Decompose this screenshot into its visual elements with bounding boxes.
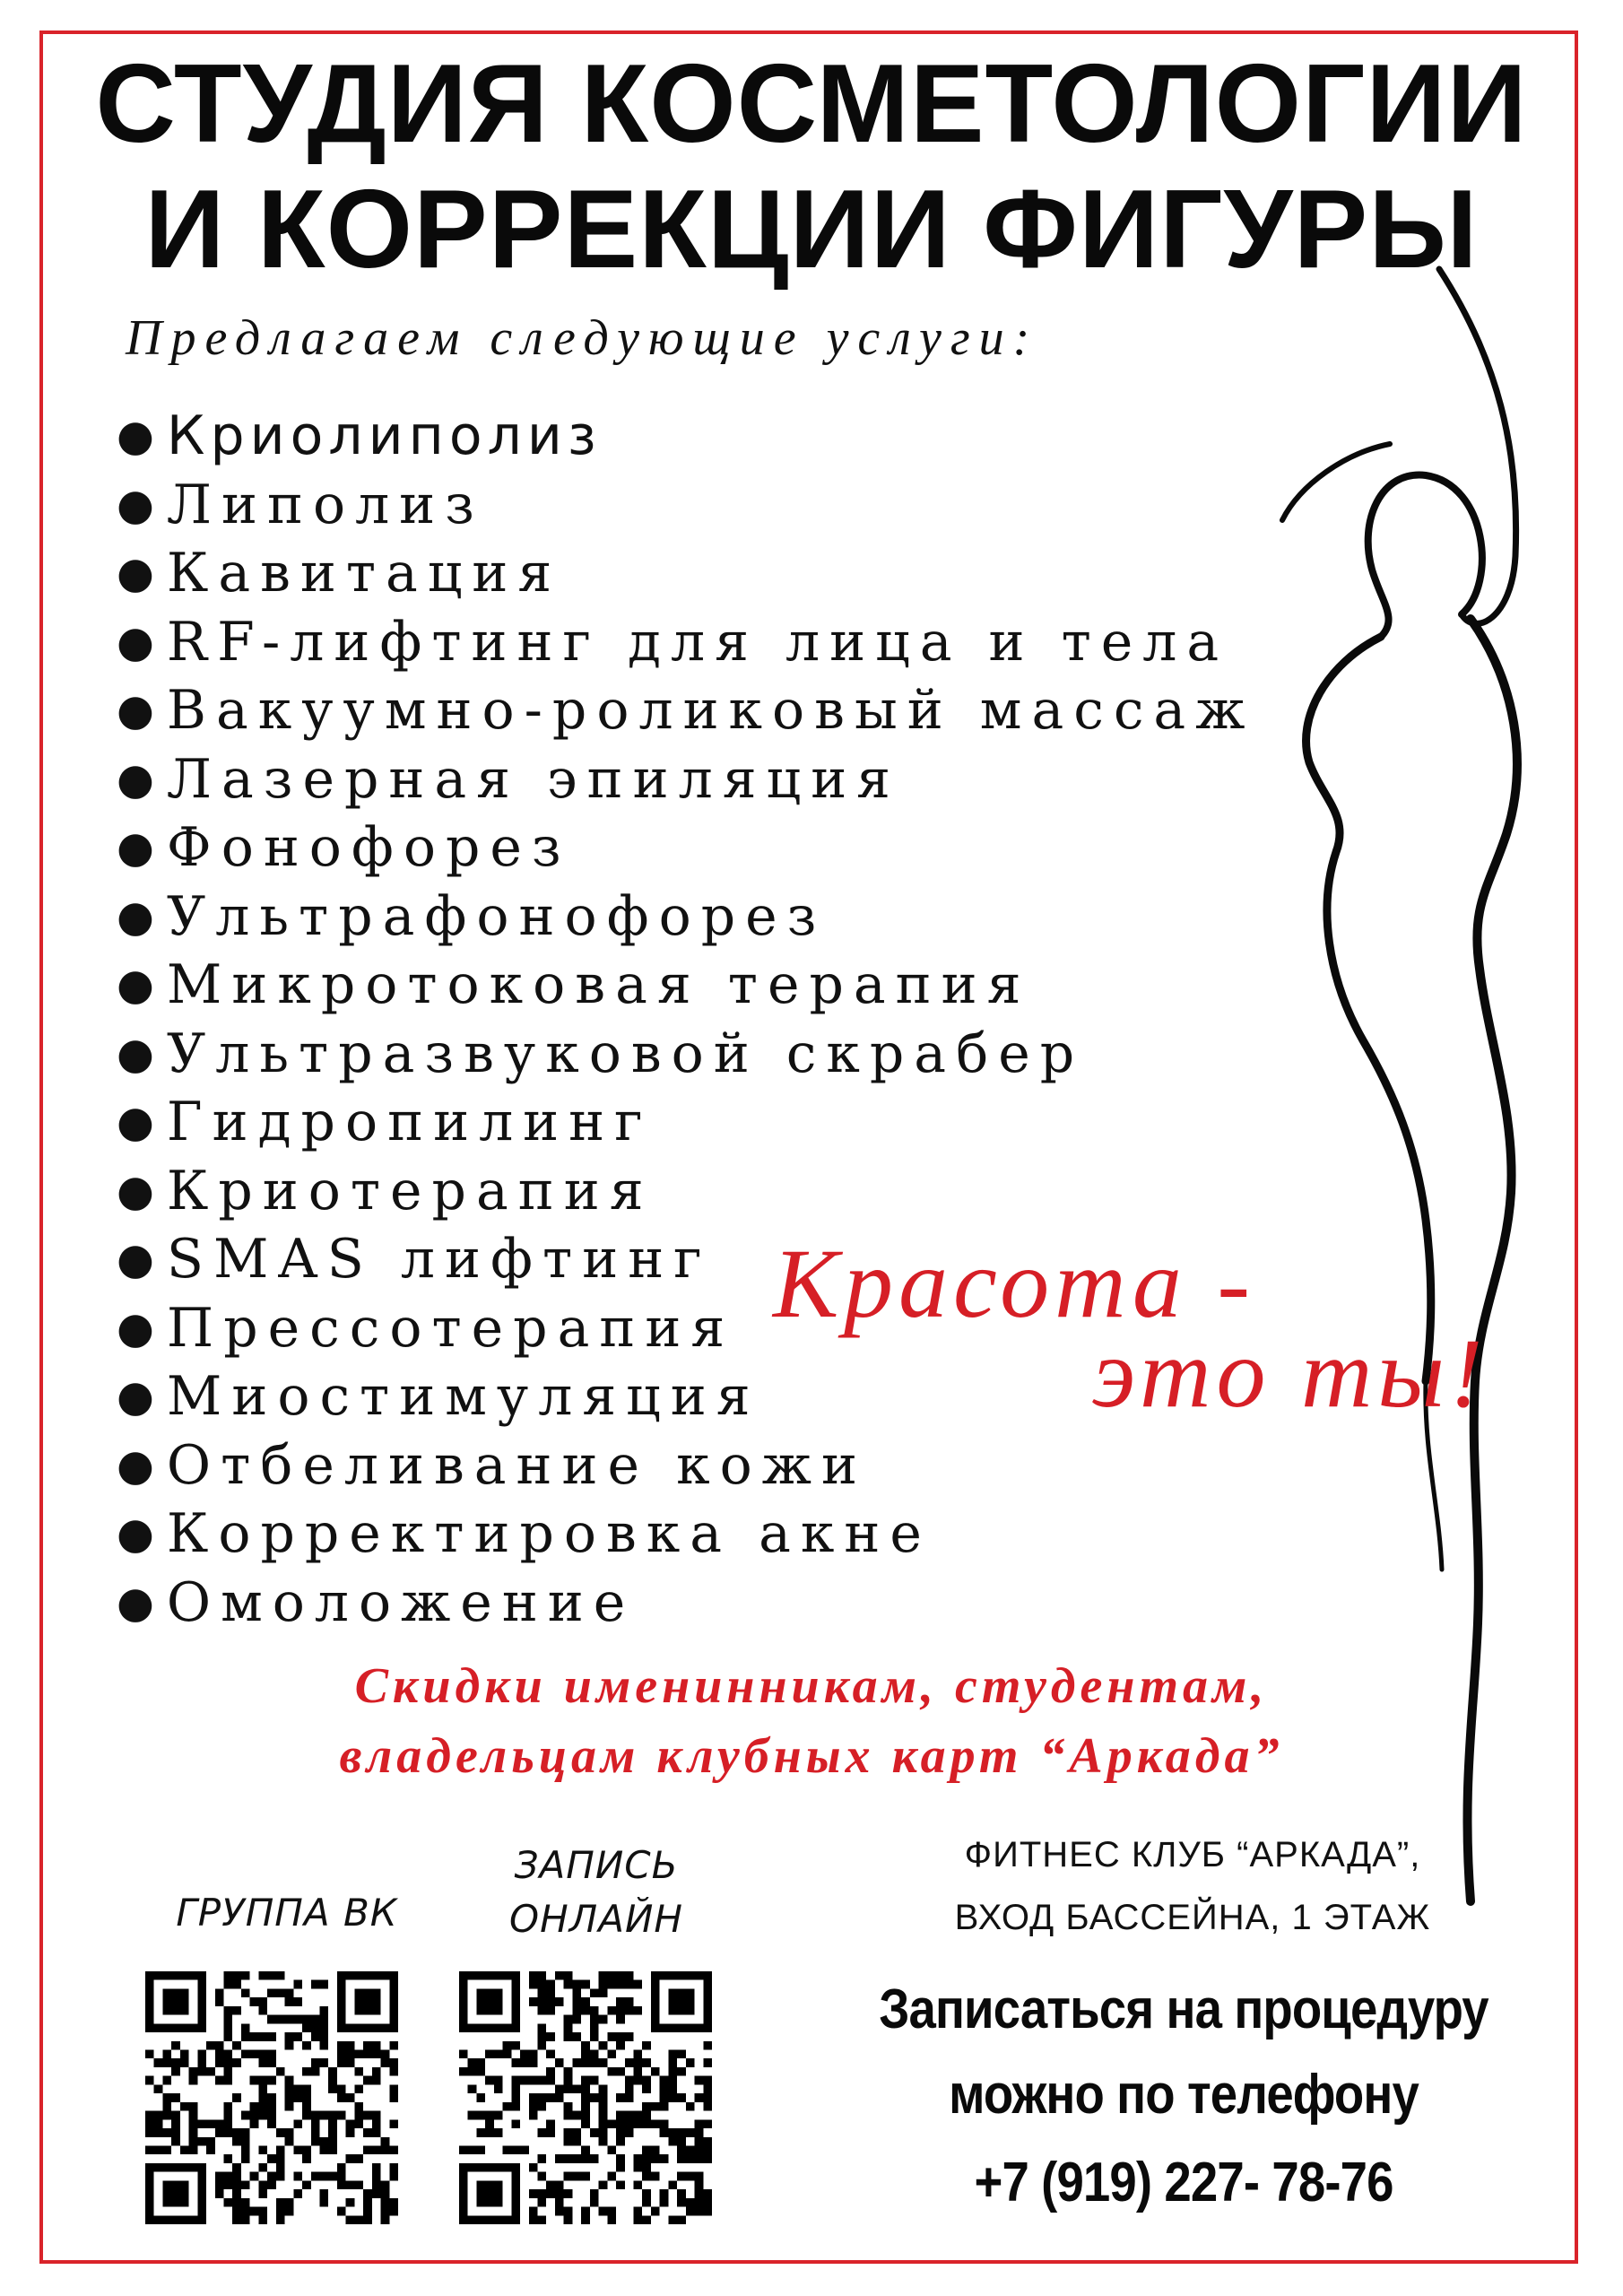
vk-group-label: ГРУППА ВК (176, 1891, 398, 1935)
bullet-icon: ● (117, 753, 158, 804)
service-item: ● SMAS лифтинг (117, 1228, 712, 1292)
bullet-icon: ● (117, 411, 158, 462)
service-item: ● Криолиполиз (117, 404, 602, 468)
online-booking-label (462, 1839, 731, 1946)
service-item: ● RF-лифтинг для лица и тела (117, 610, 1229, 674)
service-item: ● Кавитация (117, 542, 562, 605)
bullet-icon: ● (117, 891, 158, 942)
bullet-icon: ● (117, 1439, 158, 1491)
bullet-icon: ● (117, 1234, 158, 1285)
bullet-icon: ● (117, 1577, 158, 1628)
service-item: ● Ультразвуковой скрабер (117, 1022, 1085, 1085)
service-item: ● Ультрафонофорез (117, 884, 827, 948)
bullet-icon: ● (117, 960, 158, 1011)
bullet-icon: ● (117, 1509, 158, 1560)
location-line-2: ВХОД БАССЕЙНА, 1 ЭТАЖ (954, 1898, 1431, 1937)
service-item: ● Вакуумно-роликовый массаж (117, 679, 1255, 743)
services-intro: Предлагаем следующие услуги: (126, 310, 1039, 366)
bullet-icon: ● (117, 1302, 158, 1353)
phone-number[interactable]: +7 (919) 227- 78-76 (974, 2152, 1393, 2213)
bullet-icon: ● (117, 1165, 158, 1216)
booking-line-1: Записаться на процедуру (879, 1979, 1488, 2040)
bullet-icon: ● (117, 1097, 158, 1148)
service-item: ● Корректировка акне (117, 1502, 932, 1566)
service-item: ● Отбеливание кожи (117, 1433, 867, 1497)
bullet-icon: ● (117, 479, 158, 530)
bullet-icon: ● (117, 548, 158, 599)
service-item: ● Лазерная эпиляция (117, 747, 901, 811)
location-line-1: ФИТНЕС КЛУБ “АРКАДА”, (964, 1835, 1421, 1874)
service-item: ● Липолиз (117, 473, 484, 536)
service-item: ● Микротоковая терапия (117, 953, 1031, 1017)
services-list (117, 402, 1254, 1637)
online-booking-label-line-2: ОНЛАЙН (509, 1897, 683, 1941)
vk-qr-code-icon[interactable] (145, 1971, 398, 2224)
bullet-icon: ● (117, 616, 158, 667)
title-line-1: СТУДИЯ КОСМЕТОЛОГИИ (95, 42, 1528, 166)
title-line-2: И КОРРЕКЦИИ ФИГУРЫ (144, 168, 1479, 291)
slogan-line-2: это ты! (1092, 1318, 1488, 1428)
slogan-line-1: Красота - (773, 1229, 1256, 1338)
service-item: ● Гидропилинг (117, 1091, 653, 1154)
bullet-icon: ● (117, 1371, 158, 1422)
online-booking-qr-code-icon[interactable] (459, 1971, 712, 2224)
bullet-icon: ● (117, 685, 158, 736)
service-item: ● Миостимуляция (117, 1365, 760, 1429)
service-item: ● Криотерапия (117, 1159, 654, 1222)
discount-line-1: Скидки именинникам, студентам, (354, 1658, 1269, 1714)
service-item: ● Омоложение (117, 1570, 636, 1634)
booking-line-2: можно по телефону (949, 2064, 1419, 2126)
service-item: ● Фонофорез (117, 816, 571, 880)
discount-line-2: владельцам клубных карт “Аркада” (339, 1728, 1284, 1784)
bullet-icon: ● (117, 822, 158, 874)
bullet-icon: ● (117, 1028, 158, 1079)
service-item: ● Прессотерапия (117, 1296, 735, 1360)
online-booking-label-line-1: ЗАПИСЬ (514, 1843, 679, 1887)
